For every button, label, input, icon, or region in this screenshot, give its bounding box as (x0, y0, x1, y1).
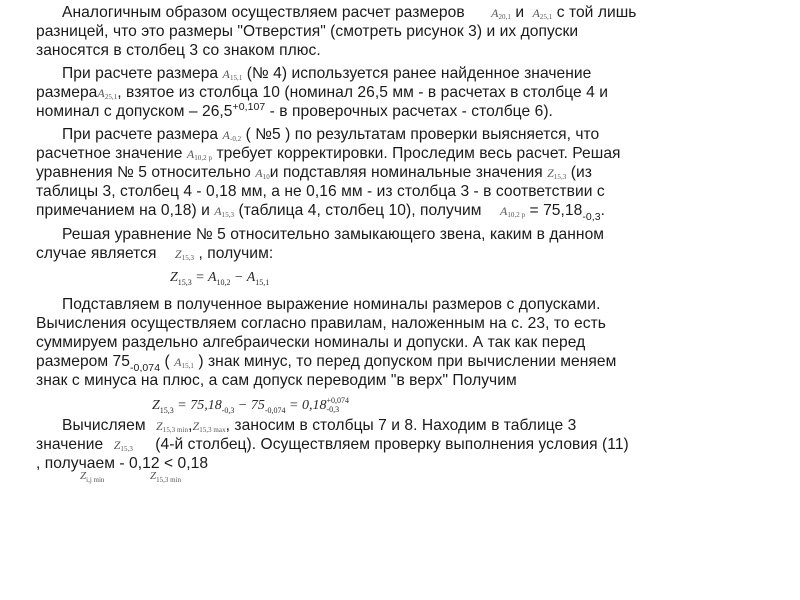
text: значение (36, 436, 104, 453)
text: ( №5 ) по результатам проверки выясняется, что (245, 126, 600, 143)
text: расчетное значение (36, 145, 183, 162)
text-line-11 (36, 201, 605, 225)
text: Аналогичным образом осуществляем расчет размеров (62, 4, 465, 21)
symbol-a-02: $A_{-0,2}$ (222, 128, 242, 143)
text: ( (160, 353, 170, 370)
text-line-10 (36, 182, 605, 201)
text-line-16 (36, 333, 585, 352)
text: случае является (36, 245, 157, 262)
symbol-a-10: $A_{10}$ (255, 166, 270, 181)
text: номинал с допуском – 26,5 (36, 103, 233, 120)
symbol-z15-3-c: $Z_{15,3}$ (113, 438, 133, 453)
text: (таблица 4, столбец 10), получим (238, 202, 482, 219)
text: , взятое из столбца 10 (номинал 26,5 мм - в расчетах в столбце 4 и (117, 84, 608, 101)
text: , заносим в столбцы 7 и 8. Находим в таблице 3 (225, 417, 577, 434)
text-line-21 (36, 454, 208, 473)
symbol-z15-3: $Z_{15,3}$ (547, 166, 567, 181)
text: суммируем раздельно алгебраически номиналы и допуски. А так как перед (36, 334, 586, 351)
text: Вычисления осуществляем согласно правилам, наложенным на с. 23, то есть (36, 315, 606, 332)
text-line-18 (36, 371, 517, 390)
text-line-13 (36, 244, 273, 268)
text: Подставляем в полученное выражение номиналы размеров с допусками. (62, 296, 601, 313)
symbol-a25-1-b: $A_{25,1}$ (97, 86, 118, 101)
text: знак с минуса на плюс, а сам допуск переводим "в верх" Получим (36, 372, 517, 389)
text: требует корректировки. Проследим весь расчет. Решая (216, 145, 621, 162)
text: = 75,18 (529, 202, 583, 219)
text: - в проверочных расчетах - столбце 6). (265, 103, 553, 120)
text: Решая уравнение № 5 относительно замыкающего звена, каким в данном (62, 226, 605, 243)
text: (из (570, 164, 592, 181)
text: размера (36, 84, 98, 101)
symbol-a15-3: $A_{15,3}$ (214, 204, 235, 219)
text-line-12 (62, 225, 604, 244)
text: . (600, 202, 606, 219)
symbol-z15-3-max: $Z_{15,3 max}$ (192, 419, 226, 434)
text: и (515, 4, 525, 21)
formula-closing-link: $Z_{15,3} = A_{10,2} - A_{15,1}$ (170, 270, 270, 287)
text: (№ 4) используется ранее найденное значение (246, 65, 592, 82)
symbol-a10-2: $A_{10,2 р}$ (186, 147, 213, 162)
text: с той лишь (556, 4, 637, 21)
text: разницей, что это размеры "Отверстия" (смотреть рисунок 3) и их допуски (36, 23, 579, 40)
symbol-a15-1-c: $A_{15,1}$ (174, 355, 194, 370)
text-line-6 (36, 102, 553, 123)
text: Вычисляем (62, 417, 146, 434)
symbol-a15-1: $A_{15,1}$ (222, 67, 243, 82)
text: примечанием на 0,18) и (36, 202, 210, 219)
text: таблицы 3, столбец 4 - 0,18 мм, а не 0,16 мм - из столбца 3 - в соответствии с (36, 183, 605, 200)
symbol-a20-1: $A_{20,1}$ (491, 6, 511, 21)
tolerance-subscript: -0,074 (130, 362, 161, 374)
text: , получим: (198, 245, 274, 262)
symbol-z15-3-min: $Z_{15,3 min}$ (156, 419, 189, 434)
text: При расчете размера (62, 65, 219, 82)
text: заносятся в столбец 3 со знаком плюс. (36, 42, 321, 59)
text: уравнения № 5 относительно (36, 164, 251, 181)
text-line-2 (36, 22, 578, 41)
text: размером 75 (36, 353, 131, 370)
symbol-z15-3-min-b: $Z_{15,3 min}$ (150, 470, 182, 485)
text-line-14 (62, 295, 600, 314)
text: и подставляя номинальные значения (269, 164, 543, 181)
tolerance-superscript: +0,107 (232, 101, 266, 113)
symbol-z-ij-min: $Z_{i,j min}$ (80, 470, 105, 485)
text: ) знак минус, то перед допуском при вычислении меняем (198, 353, 617, 370)
text-line-15 (36, 314, 606, 333)
text-line-19: Вычисляем $Z_{15,3 min},Z_{15,3 max}$, заносим в столбцы 7 и 8. Находим в таблице 3 (62, 416, 576, 440)
text: При расчете размера (62, 126, 219, 143)
text: (4-й столбец). Осуществляем проверку выполнения условия (11) (155, 436, 629, 453)
symbol-a25-1: $A_{25,1}$ (532, 6, 553, 21)
text: , получаем - 0,12 < 0,18 (36, 455, 209, 472)
tolerance-subscript: -0,3 (582, 211, 601, 223)
symbol-z15-3-b: $Z_{15,3}$ (174, 247, 195, 262)
text-line-3 (36, 41, 321, 60)
formula-z15-3-calc: $Z_{15,3} = 75,18_{-0,3} - 75_{-0,074} = 0,18$ +0,074 -0,3 (152, 396, 350, 416)
symbol-a10-2p: $A_{10,2 р}$ (499, 204, 526, 219)
